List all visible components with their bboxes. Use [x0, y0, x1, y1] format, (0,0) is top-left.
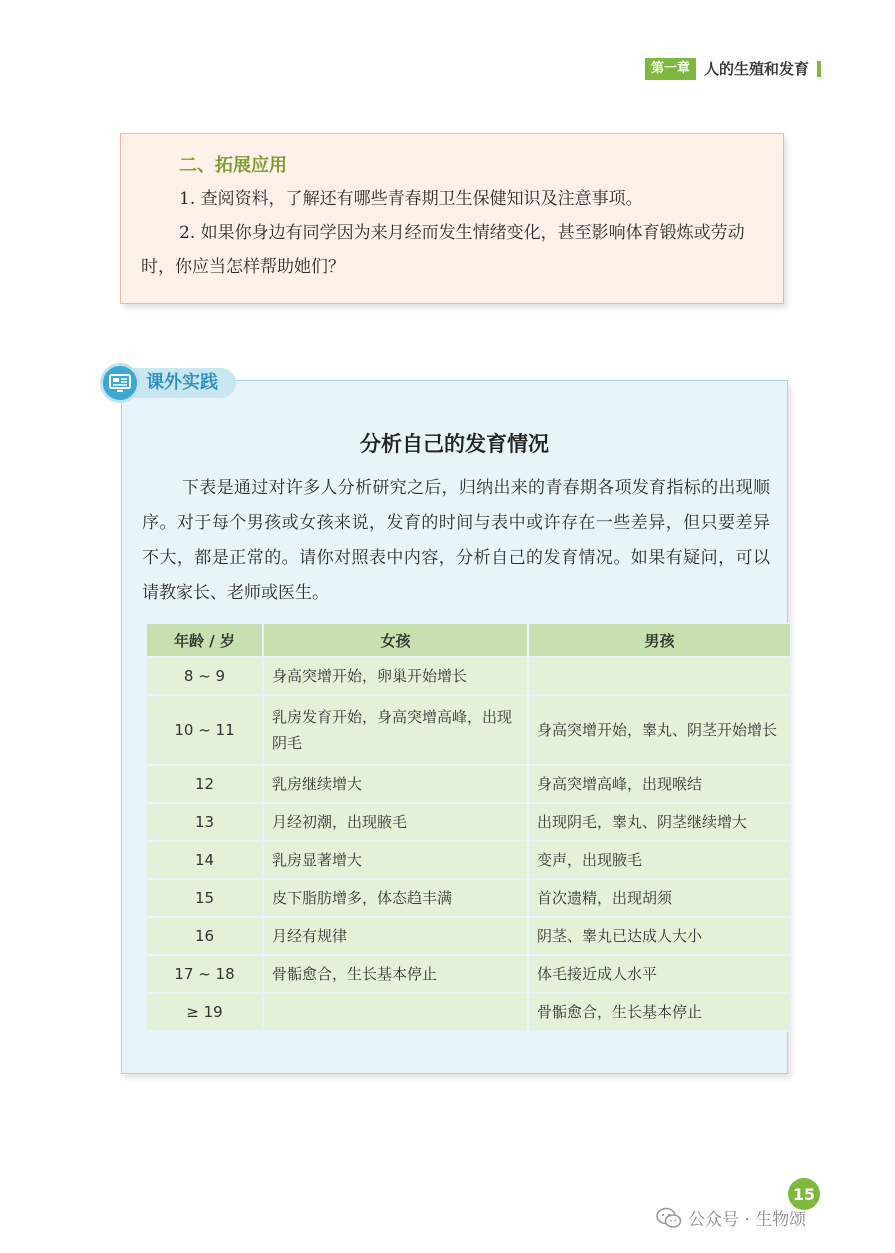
- extension-heading: 二、拓展应用: [179, 155, 287, 176]
- extension-question-1: 1. 查阅资料，了解还有哪些青春期卫生保健知识及注意事项。: [179, 189, 643, 209]
- boy-cell: 出现阴毛，睾丸、阴茎继续增大: [528, 803, 791, 841]
- age-cell: 12: [146, 765, 263, 803]
- age-cell: 16: [146, 917, 263, 955]
- table-row: [146, 879, 791, 917]
- table-row: [146, 955, 791, 993]
- boy-cell: 变声，出现腋毛: [528, 841, 791, 879]
- table-row: [146, 765, 791, 803]
- girl-cell: 身高突增开始，卵巢开始增长: [263, 657, 528, 695]
- age-cell: 13: [146, 803, 263, 841]
- girl-cell: 乳房显著增大: [263, 841, 528, 879]
- age-cell: ≥ 19: [146, 993, 263, 1031]
- chapter-title: 人的生殖和发育: [703, 60, 809, 78]
- girl-cell: [263, 993, 528, 1031]
- extension-question-2: 2. 如果你身边有同学因为来月经而发生情绪变化，甚至影响体育锻炼或劳动时，你应当怎样帮助她们？: [141, 223, 745, 277]
- age-cell: 10 ~ 11: [146, 695, 263, 765]
- practice-title: 分析自己的发育情况: [360, 432, 549, 456]
- table-row: [146, 803, 791, 841]
- extension-box: [120, 133, 784, 304]
- table-row: [146, 993, 791, 1031]
- boy-cell: [528, 657, 791, 695]
- chapter-header: [645, 58, 821, 80]
- practice-box: [121, 380, 788, 1074]
- chapter-bar: [817, 61, 821, 77]
- practice-tab: [100, 365, 236, 401]
- page-number: 15: [788, 1178, 820, 1210]
- age-cell: 15: [146, 879, 263, 917]
- table-row: [146, 695, 791, 765]
- header-girl: 女孩: [263, 623, 528, 657]
- watermark-text: 公众号 · 生物颂: [688, 1210, 807, 1230]
- age-cell: 8 ~ 9: [146, 657, 263, 695]
- table-row: [146, 657, 791, 695]
- practice-tab-label: 课外实践: [134, 368, 236, 398]
- screen-icon: [100, 363, 140, 403]
- girl-cell: 月经初潮，出现腋毛: [263, 803, 528, 841]
- age-cell: 17 ~ 18: [146, 955, 263, 993]
- practice-intro: 下表是通过对许多人分析研究之后，归纳出来的青春期各项发育指标的出现顺序。对于每个男孩或女孩来说，发育的时间与表中或许存在一些差异，但只要差异不大，都是正常的。请你对照表中内容，分析自己的发育情况。如果有疑问，可以请教家长、老师或医生。: [142, 478, 770, 603]
- girl-cell: 皮下脂肪增多，体态趋丰满: [263, 879, 528, 917]
- header-age: 年龄 / 岁: [146, 623, 263, 657]
- table-row: [146, 917, 791, 955]
- boy-cell: 身高突增高峰，出现喉结: [528, 765, 791, 803]
- boy-cell: 阴茎、睾丸已达成人大小: [528, 917, 791, 955]
- boy-cell: 骨骺愈合，生长基本停止: [528, 993, 791, 1031]
- boy-cell: 身高突增开始，睾丸、阴茎开始增长: [528, 695, 791, 765]
- boy-cell: 体毛接近成人水平: [528, 955, 791, 993]
- girl-cell: 乳房继续增大: [263, 765, 528, 803]
- age-cell: 14: [146, 841, 263, 879]
- boy-cell: 首次遗精，出现胡须: [528, 879, 791, 917]
- table-header-row: [146, 623, 791, 657]
- header-boy: 男孩: [528, 623, 791, 657]
- wechat-icon: [656, 1207, 682, 1229]
- girl-cell: 月经有规律: [263, 917, 528, 955]
- girl-cell: 骨骺愈合，生长基本停止: [263, 955, 528, 993]
- table-row: [146, 841, 791, 879]
- watermark: [656, 1205, 806, 1230]
- development-table: [145, 622, 792, 1032]
- chapter-tag: 第一章: [645, 58, 696, 80]
- girl-cell: 乳房发育开始，身高突增高峰，出现阴毛: [263, 695, 528, 765]
